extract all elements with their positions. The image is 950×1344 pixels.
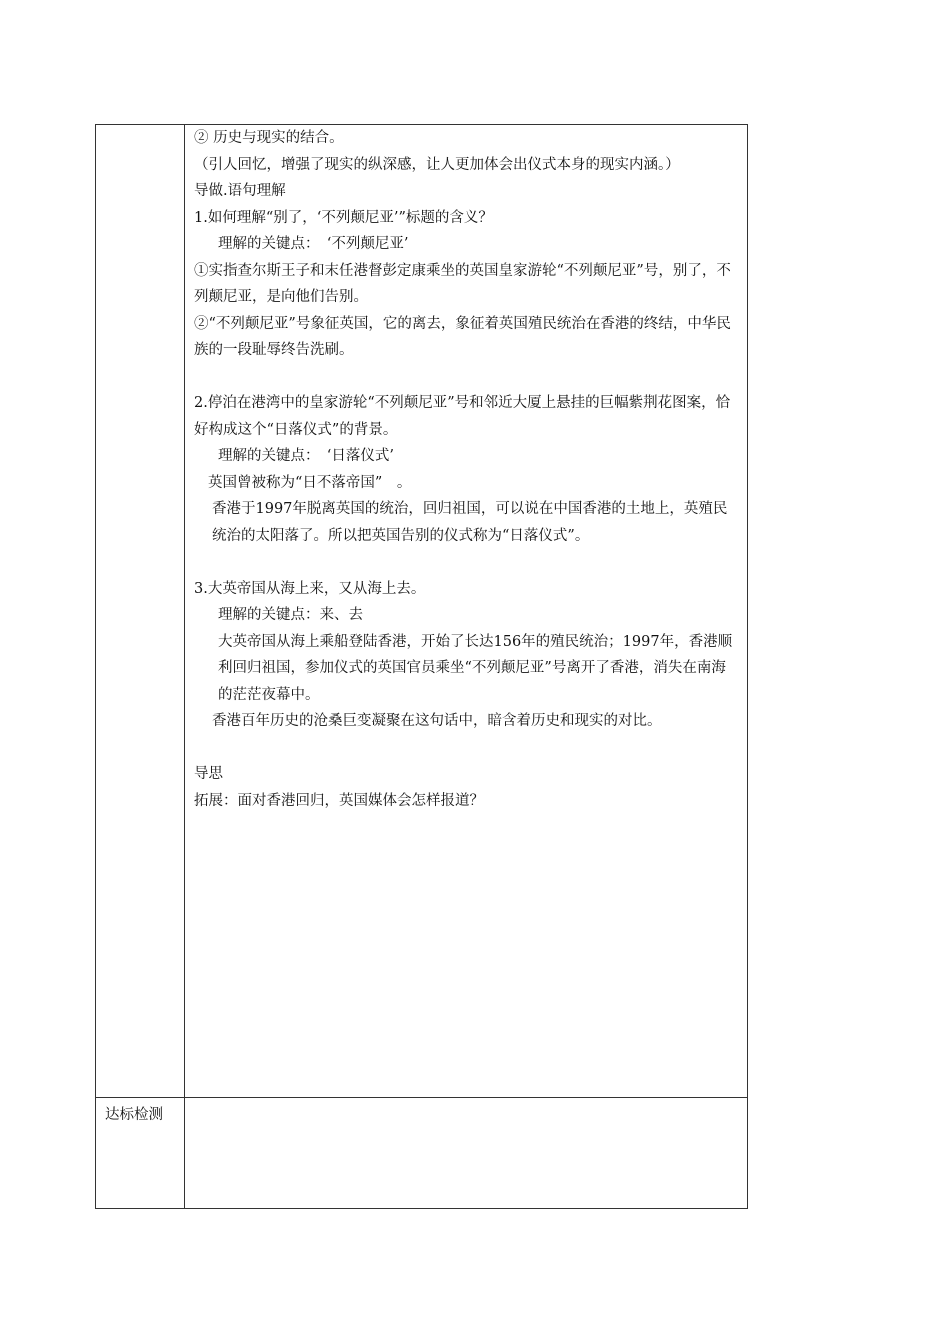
main-row: [96, 125, 748, 1098]
extension-question: 拓展：面对香港回归，英国媒体会怎样报道？: [194, 792, 484, 809]
question-2: 2.停泊在港湾中的皇家游轮“不列颠尼亚”号和邻近大厦上悬挂的巨幅紫荆花图案，恰好构成这个“日落仪式”的背景。: [194, 395, 731, 438]
answer-2-b: 香港于1997年脱离英国的统治，回归祖国，可以说在中国香港的土地上，英殖民统治的太阳落了。所以把英国告别的仪式称为“日落仪式”。: [212, 501, 728, 544]
key-point-2: 理解的关键点： ‘日落仪式’: [218, 448, 394, 464]
section-heading-sentence: 导做.语句理解: [194, 183, 286, 199]
section-heading-think: 导思: [194, 766, 223, 782]
check-label: 达标检测: [96, 1098, 185, 1209]
answer-2-a: 英国曾被称为“日不落帝国” 。: [208, 474, 412, 491]
spacer: [194, 549, 739, 576]
key-point-1: 理解的关键点： ‘不列颠尼亚’: [218, 236, 409, 252]
check-row: [96, 1098, 748, 1209]
content-cell: [185, 125, 748, 1098]
answer-1-a: ①实指查尔斯王子和末任港督彭定康乘坐的英国皇家游轮“不列颠尼亚”号，别了，不列颠尼亚，是向他们告别。: [194, 262, 731, 305]
side-cell: [96, 125, 185, 1098]
spacer: [194, 364, 739, 391]
answer-3-a: 大英帝国从海上乘船登陆香港，开始了长达156年的殖民统治；1997年，香港顺利回归祖国，参加仪式的英国官员乘坐“不列颠尼亚”号离开了香港，消失在南海的茫茫夜幕中。: [218, 633, 733, 703]
answer-3-b: 香港百年历史的沧桑巨变凝聚在这句话中，暗含着历史和现实的对比。: [212, 713, 662, 729]
check-answer-area: [185, 1098, 748, 1209]
question-1: 1.如何理解“别了，‘不列颠尼亚’”标题的含义？: [194, 209, 493, 226]
key-point-3: 理解的关键点：来、去: [218, 607, 363, 623]
answer-1-b: ②“不列颠尼亚”号象征英国，它的离去，象征着英国殖民统治在香港的终结，中华民族的一段耻辱终告洗刷。: [194, 315, 731, 358]
lesson-table: [95, 124, 748, 1209]
spacer: [194, 735, 739, 762]
point-note: （引人回忆，增强了现实的纵深感，让人更加体会出仪式本身的现实内涵。）: [194, 156, 680, 173]
question-3: 3.大英帝国从海上来，又从海上去。: [194, 580, 426, 597]
point-history-reality: ② 历史与现实的结合。: [194, 130, 344, 146]
content-body: [185, 125, 747, 814]
